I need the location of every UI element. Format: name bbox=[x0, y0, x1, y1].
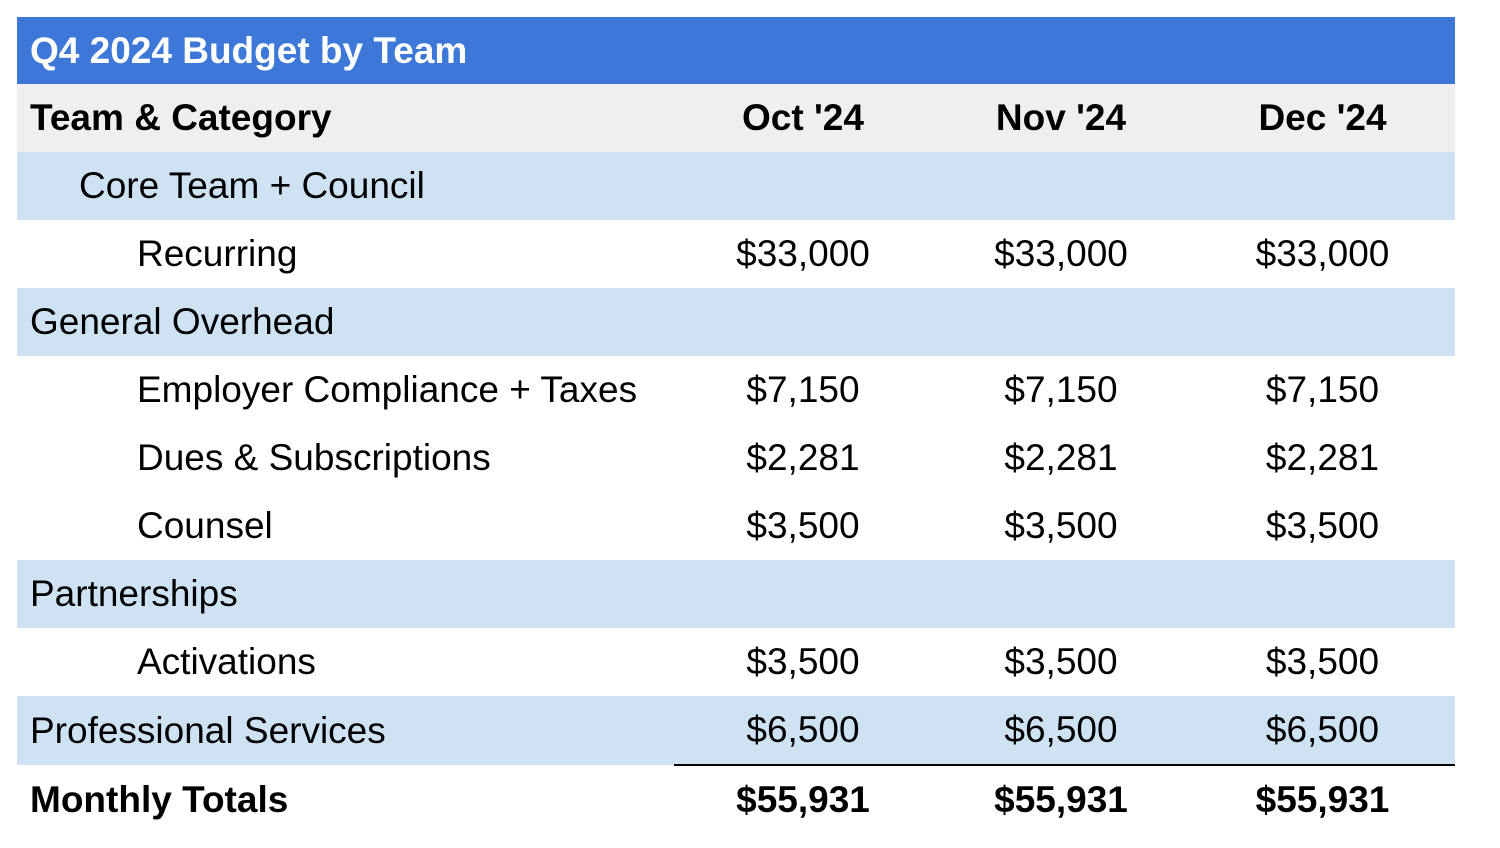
budget-table bbox=[17, 84, 1455, 834]
cell-nov: $7,150 bbox=[1004, 369, 1118, 410]
table-row bbox=[17, 288, 1455, 356]
column-header-label: Team & Category bbox=[17, 84, 674, 152]
row-label: Partnerships bbox=[17, 560, 674, 628]
cell-oct: $33,000 bbox=[736, 233, 870, 274]
cell-nov: $3,500 bbox=[1004, 641, 1118, 682]
cell-dec: $2,281 bbox=[1265, 437, 1380, 478]
cell-nov: $33,000 bbox=[994, 233, 1128, 274]
header-row bbox=[17, 84, 1455, 152]
row-label: General Overhead bbox=[17, 288, 674, 356]
cell-dec bbox=[1190, 152, 1455, 220]
cell-nov: $2,281 bbox=[1004, 437, 1118, 478]
cell-dec: $3,500 bbox=[1265, 641, 1380, 682]
table-row bbox=[17, 152, 1455, 220]
total-nov: $55,931 bbox=[932, 765, 1190, 834]
table-row bbox=[17, 628, 1455, 696]
cell-oct: $7,150 bbox=[746, 369, 860, 410]
row-label: Counsel bbox=[137, 505, 273, 546]
cell-nov: $6,500 bbox=[932, 696, 1190, 765]
totals-label: Monthly Totals bbox=[30, 778, 289, 820]
cell-oct bbox=[674, 152, 932, 220]
totals-row bbox=[17, 765, 1455, 834]
cell-oct: $2,281 bbox=[746, 437, 860, 478]
cell-dec: $7,150 bbox=[1265, 369, 1380, 410]
column-header-oct: Oct '24 bbox=[674, 84, 932, 152]
cell-dec: $6,500 bbox=[1190, 696, 1455, 765]
cell-dec bbox=[1190, 288, 1455, 356]
total-oct: $55,931 bbox=[674, 765, 932, 834]
sheet-title: Q4 2024 Budget by Team bbox=[30, 29, 468, 71]
row-label: Employer Compliance + Taxes bbox=[137, 369, 638, 410]
column-header-nov: Nov '24 bbox=[932, 84, 1190, 152]
cell-dec: $33,000 bbox=[1255, 233, 1390, 274]
cell-nov bbox=[932, 152, 1190, 220]
cell-oct: $3,500 bbox=[746, 641, 860, 682]
cell-oct: $6,500 bbox=[674, 696, 932, 765]
cell-dec: $3,500 bbox=[1265, 505, 1380, 546]
table-row bbox=[17, 560, 1455, 628]
cell-oct: $3,500 bbox=[746, 505, 860, 546]
title-bar bbox=[17, 17, 1455, 84]
table-row bbox=[17, 492, 1455, 560]
table-row bbox=[17, 356, 1455, 424]
row-label: Recurring bbox=[137, 233, 298, 274]
cell-nov bbox=[932, 560, 1190, 628]
total-dec: $55,931 bbox=[1190, 765, 1455, 834]
cell-nov bbox=[932, 288, 1190, 356]
row-label: Dues & Subscriptions bbox=[137, 437, 491, 478]
row-label: Activations bbox=[137, 641, 316, 682]
column-header-dec: Dec '24 bbox=[1190, 84, 1455, 152]
row-label: Core Team + Council bbox=[17, 152, 674, 220]
cell-dec bbox=[1190, 560, 1455, 628]
cell-nov: $3,500 bbox=[1004, 505, 1118, 546]
cell-oct bbox=[674, 288, 932, 356]
row-label: Professional Services bbox=[17, 696, 674, 765]
cell-oct bbox=[674, 560, 932, 628]
budget-sheet bbox=[17, 17, 1455, 834]
table-row bbox=[17, 424, 1455, 492]
table-row bbox=[17, 220, 1455, 288]
table-row bbox=[17, 696, 1455, 765]
